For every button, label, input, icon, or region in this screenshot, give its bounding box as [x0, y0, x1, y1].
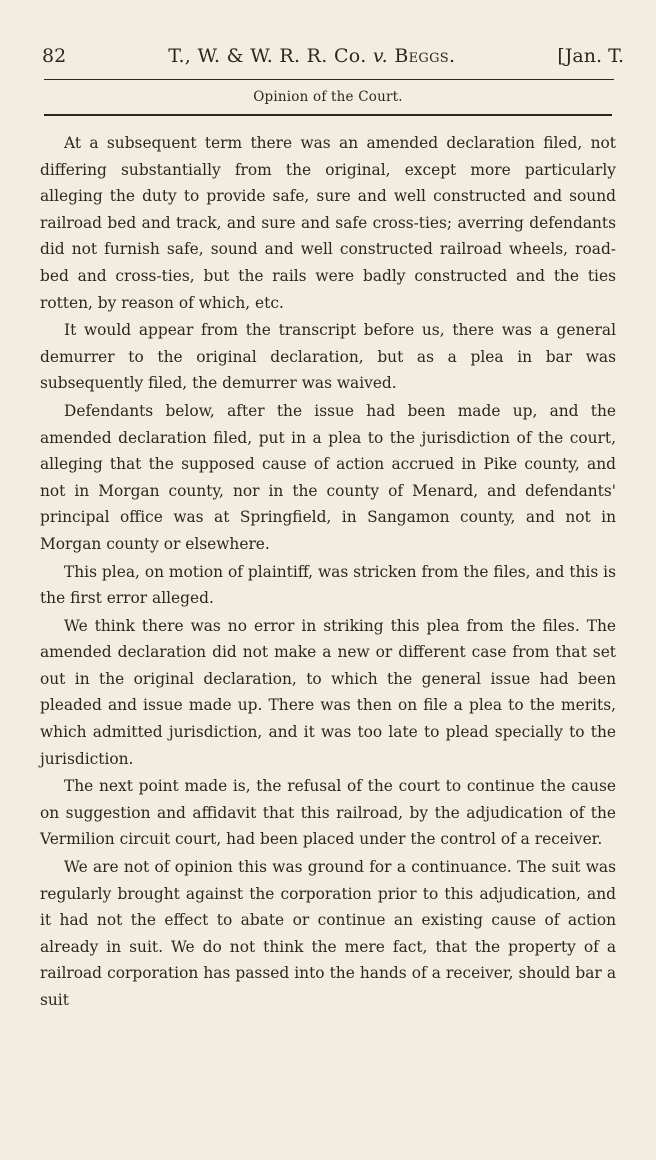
paragraph: The next point made is, the refusal of the court to continue the cause on suggestion and affidavit that this railroad, by the adjudication of the Vermilion circuit court, had been placed under the control of a receiver. — [40, 777, 616, 849]
paragraph: We think there was no error in striking this plea from the files. The amended declaration did not make a new or different case from that set out in the original declaration, to which the general issue had been pleaded and issue made up. There was then on file a plea to the merits, which admitted jurisdiction, and it was too late to plead specially to the jurisdiction. — [40, 616, 616, 768]
paragraph: It would appear from the transcript before us, there was a general demurrer to the original declaration, but as a plea in bar was subsequently filed, the demurrer was waived. — [40, 321, 616, 393]
paragraph: We are not of opinion this was ground for a continuance. The suit was regularly brought against the corporation prior to this adjudication, and it had not the effect to abate or continue an existing cause of action already in suit. We do not think the mere fact, that the property of a railroad corporation has passed into the hands of a receiver, should bar a suit — [40, 858, 616, 1009]
paragraph: This plea, on motion of plaintiff, was stricken from the files, and this is the first error alleged. — [40, 562, 616, 608]
page-number: 82 — [42, 45, 67, 67]
running-header — [42, 44, 624, 68]
term-label: [Jan. T. — [557, 45, 624, 67]
case-title-versus: v. — [372, 45, 389, 67]
case-title-parties: T., W. & W. R. R. Co. — [168, 45, 367, 67]
paragraph: Defendants below, after the issue had been made up, and the amended declaration filed, put in a plea to the jurisdiction of the court, alleging that the supposed cause of action accrued in Pike county, and not in Morgan county, nor in the county of Menard, and defendants' principal office was at Springfield, in Sangamon county, and not in Morgan county or elsewhere. — [40, 401, 616, 553]
section-subheader: Opinion of the Court. — [253, 89, 403, 105]
case-title — [168, 44, 455, 68]
header-rule — [44, 79, 614, 80]
opinion-body — [40, 130, 616, 1014]
paragraph: At a subsequent term there was an amended declaration filed, not differing substantially from the original, except more particularly alleging the duty to provide safe, sure and well constructed and sound railroad bed and track, and sure and safe cross-ties; averring defendants did not furnish safe, sound and well constructed railroad wheels, road-bed and cross-ties, but the rails were badly constructed and the ties rotten, by reason of which, etc. — [40, 134, 616, 312]
subheader-rule — [44, 114, 612, 116]
case-title-defendant: Beggs. — [394, 45, 456, 67]
